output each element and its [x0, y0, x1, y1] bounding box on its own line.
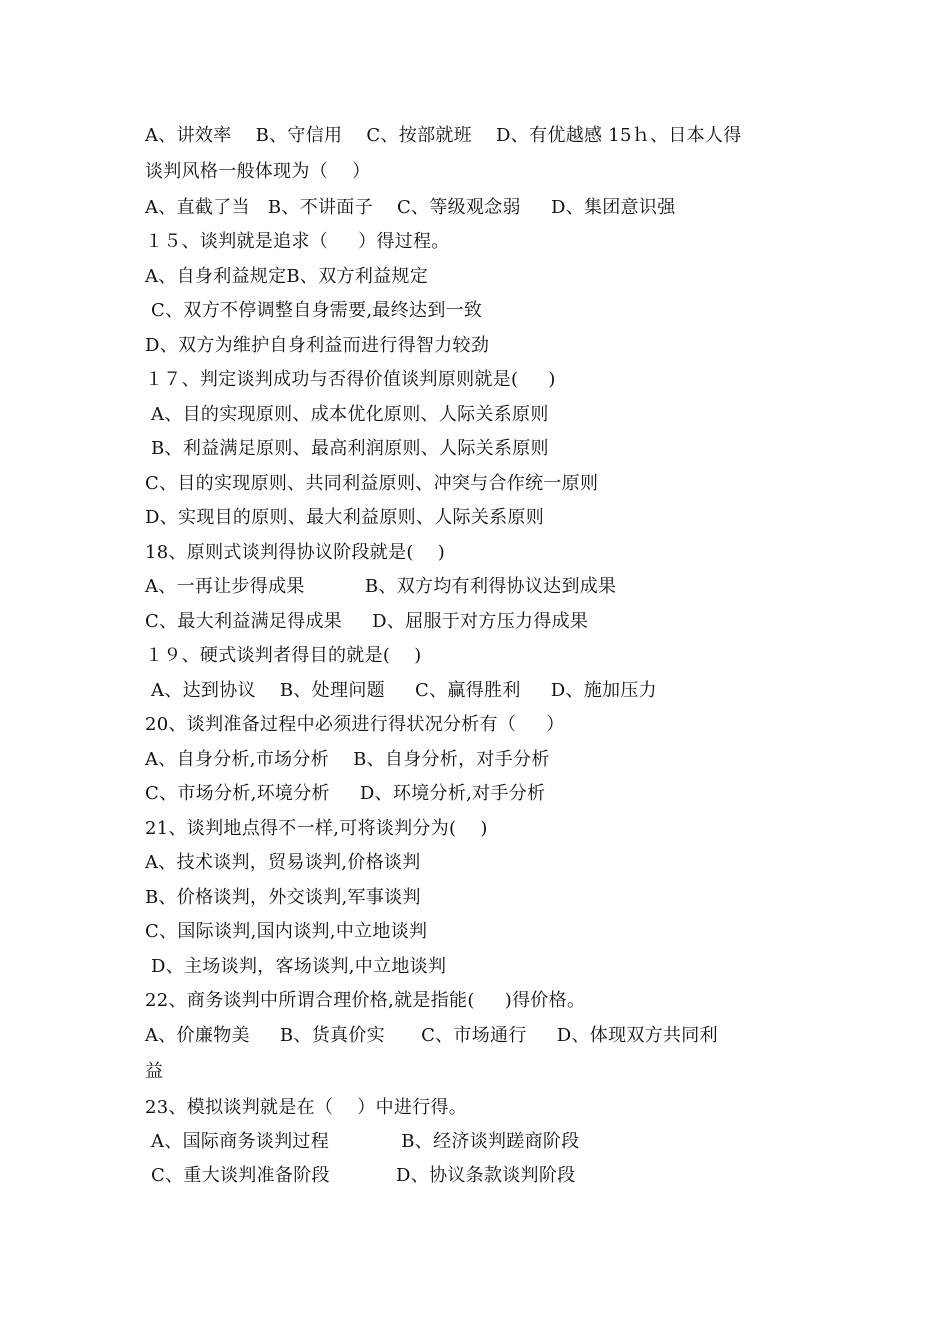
text-line: C、重大谈判准备阶段 D、协议条款谈判阶段	[145, 1165, 576, 1186]
text-line: A、直截了当 B、不讲面子 C、等级观念弱 D、集团意识强	[145, 197, 676, 218]
text-line: A、达到协议 B、处理问题 C、赢得胜利 D、施加压力	[145, 680, 657, 701]
text-line: 20、谈判准备过程中必须进行得状况分析有（ ）	[145, 714, 565, 735]
text-line: D、实现目的原则、最大利益原则、人际关系原则	[145, 507, 545, 528]
text-line: 益	[145, 1061, 164, 1082]
text-line: A、国际商务谈判过程 B、经济谈判蹉商阶段	[145, 1131, 580, 1152]
text-line: A、自身利益规定B、双方利益规定	[145, 266, 429, 287]
text-line: C、目的实现原则、共同利益原则、冲突与合作统一原则	[145, 473, 599, 494]
text-line: C、市场分析,环境分析 D、环境分析,对手分析	[145, 783, 546, 804]
text-line: A、讲效率 B、守信用 C、按部就班 D、有优越感 15ｈ、日本人得	[145, 125, 742, 146]
text-line: １７、判定谈判成功与否得价值谈判原则就是( )	[145, 369, 556, 390]
text-line: 22、商务谈判中所谓合理价格,就是指能( )得价格。	[145, 990, 586, 1011]
text-line: 18、原则式谈判得协议阶段就是( )	[145, 542, 446, 563]
text-line: A、价廉物美 B、货真价实 C、市场通行 D、体现双方共同利	[145, 1025, 718, 1046]
text-line: D、双方为维护自身利益而进行得智力较劲	[145, 335, 490, 356]
text-line: C、国际谈判,国内谈判,中立地谈判	[145, 921, 428, 942]
text-line: １９、硬式谈判者得目的就是( )	[145, 645, 422, 666]
text-line: D、主场谈判，客场谈判,中立地谈判	[145, 956, 447, 977]
text-line: 23、模拟谈判就是在（ ）中进行得。	[145, 1097, 468, 1118]
text-line: C、双方不停调整自身需要,最终达到一致	[145, 300, 483, 321]
text-line: 谈判风格一般体现为（ ）	[145, 161, 371, 182]
text-line: １５、谈判就是追求（ ）得过程。	[145, 231, 450, 252]
text-line: A、技术谈判，贸易谈判,价格谈判	[145, 852, 421, 873]
text-line: A、目的实现原则、成本优化原则、人际关系原则	[145, 404, 549, 425]
text-line: 21、谈判地点得不一样,可将谈判分为( )	[145, 818, 488, 839]
text-line: C、最大利益满足得成果 D、屈服于对方压力得成果	[145, 611, 589, 632]
text-line: A、自身分析,市场分析 B、自身分析，对手分析	[145, 749, 550, 770]
text-line: B、价格谈判，外交谈判,军事谈判	[145, 887, 421, 908]
text-line: B、利益满足原则、最高利润原则、人际关系原则	[145, 438, 549, 459]
text-line: A、一再让步得成果 B、双方均有利得协议达到成果	[145, 576, 617, 597]
